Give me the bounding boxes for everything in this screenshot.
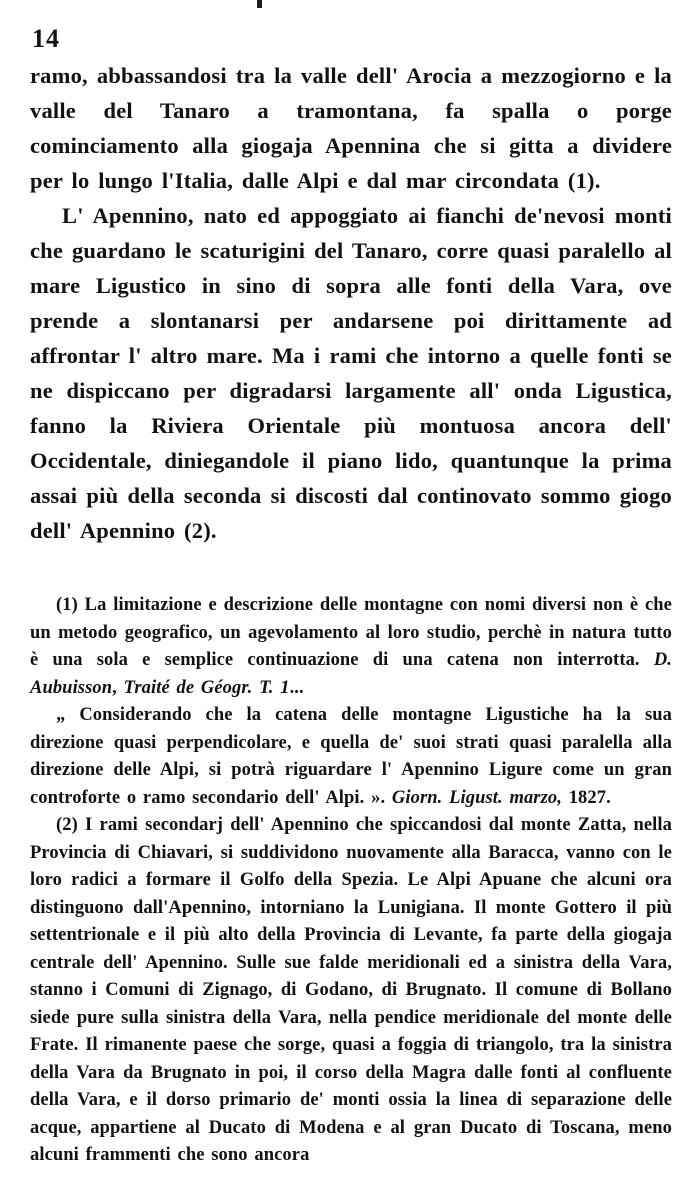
footnote-1-citation-separator: ,: [112, 677, 124, 698]
footnote-1: [30, 592, 672, 702]
footnote-1-text: (1) La limitazione e descrizione delle montagne con nomi diversi non è che un metodo geografico, un agevolamento al loro studio, perchè in natura tutto è una sola e semplice continuazione di una catena non interrotta.: [30, 595, 672, 670]
main-text: [30, 58, 672, 548]
footnote-1-ellipsis: ...: [289, 677, 304, 698]
footnote-quote-year: 1827.: [561, 787, 611, 808]
footnote-2: (2) I rami secondarj dell' Apennino che spiccandosi dal monte Zatta, nella Provincia di Chiavari, si suddividono nuovamente alla Baracca, vanno con le loro radici a formare il Golfo della Spezia. Le Alpi Apuane che alcuni ora distinguono dall'Apennino, intorniano la Lunigiana. Il monte Gottero il più settentrionale e il più alto della Provincia di Levante, fa parte della giogaja centrale dell' Apennino. Sulle sue falde meridionali ed a sinistra della Vara, stanno i Comuni di Zignago, di Godano, di Brugnato. Il comune di Bollano siede pure sulla sinistra della Vara, nella pendice meridionale del monte delle Frate. Il rimanente paese che sorge, quasi a foggia di triangolo, tra la sinistra della Vara da Brugnato in poi, il corso della Magra dalle fonti al confluente della Vara, e il dorso primario de' monti ossia la linea di separazione delle acque, appartiene al Ducato di Modena e al gran Ducato di Toscana, meno alcuni frammenti che sono ancora: [30, 815, 672, 1165]
footnote-quote-text: „ Considerando che la catena delle montagne Ligustiche ha la sua direzione quasi perpendicolare, e quella de' suoi strati quasi paralella alla direzione delle Alpi, si potrà riguardare l' Apennino Ligure come un gran controforte o ramo secondario dell' Alpi. ».: [30, 705, 672, 808]
scan-artifact-dot: [257, 0, 262, 8]
footnotes-section: [30, 592, 672, 1170]
footnote-1-citation-author: D. Aubuisson: [30, 650, 672, 698]
body-paragraph-2: L' Apennino, nato ed appoggiato ai fianchi de'nevosi monti che guardano le scaturigini del Tanaro, corre quasi paralello al mare Ligustico in sino di sopra alle fonti della Vara, ove prende a slontanarsi per andarsene poi dirittamente ad affrontar l' altro mare. Ma i rami che intorno a quelle fonti se ne dispiccano per digradarsi largamente all' onda Ligustica, fanno la Riviera Orientale più montuosa ancora dell' Occidentale, diniegandole il piano lido, quantunque la prima assai più della seconda si discosti dal continovato sommo giogo dell' Apennino (2).: [30, 203, 672, 543]
body-paragraph-1: ramo, abbassandosi tra la valle dell' Arocia a mezzogiorno e la valle del Tanaro a tramontana, fa spalla o porge cominciamento alla giogaja Apennina che si gitta a dividere per lo lungo l'Italia, dalle Alpi e dal mar circondata (1).: [30, 63, 672, 193]
footnote-quote: [30, 702, 672, 812]
footnote-1-citation-work: Traité de Géogr. T. 1: [123, 677, 290, 698]
page-number: 14: [32, 24, 60, 53]
footnote-quote-citation: Giorn. Ligust. marzo,: [391, 787, 562, 808]
